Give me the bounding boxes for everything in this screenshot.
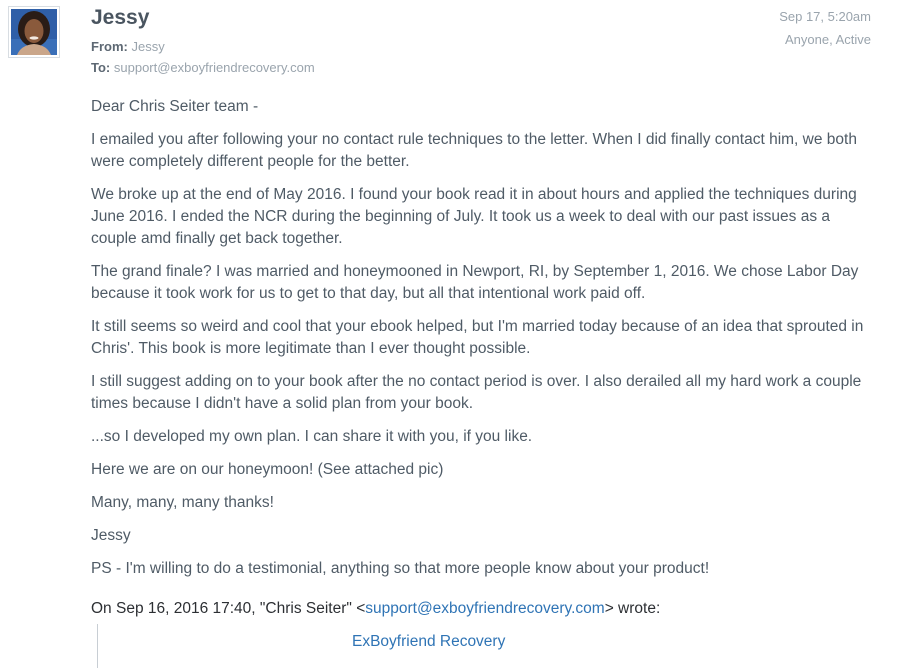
- message-date: Sep 17, 5:20am: [779, 9, 871, 24]
- body-paragraph: It still seems so weird and cool that your ebook helped, but I'm married today because of an idea that sprouted in Chris'. This book is more legitimate than I ever thought possible.: [91, 318, 864, 357]
- body-paragraph: ...so I developed my own plan. I can share it with you, if you like.: [91, 428, 533, 445]
- avatar-photo-icon: [11, 9, 57, 55]
- from-value[interactable]: Jessy: [131, 39, 165, 54]
- quote-email-link[interactable]: support@exboyfriendrecovery.com: [365, 600, 605, 617]
- to-line: [91, 60, 315, 75]
- body-paragraph: I emailed you after following your no contact rule techniques to the letter. When I did finally contact him, we both were completely different people for the better.: [91, 131, 857, 170]
- avatar[interactable]: [8, 6, 60, 58]
- body-paragraph: Jessy: [91, 527, 131, 544]
- from-label: From:: [91, 39, 128, 54]
- body-paragraph: Many, many, many thanks!: [91, 494, 274, 511]
- quoted-brand-link[interactable]: ExBoyfriend Recovery: [352, 633, 506, 650]
- body-paragraph: PS - I'm willing to do a testimonial, anything so that more people know about your product!: [91, 560, 710, 577]
- quote-bar: [97, 624, 98, 668]
- quote-suffix: > wrote:: [604, 600, 661, 617]
- body-paragraph: The grand finale? I was married and honeymooned in Newport, RI, by September 1, 2016. We chose Labor Day because it took work for us to get to that day, but all that intentional work paid off.: [91, 263, 859, 302]
- body-paragraph: Dear Chris Seiter team -: [91, 98, 259, 115]
- body-paragraph: I still suggest adding on to your book after the no contact period is over. I also derailed all my hard work a couple times because I didn't have a solid plan from your book.: [91, 373, 862, 412]
- body-paragraph: Here we are on our honeymoon! (See attached pic): [91, 461, 444, 478]
- quote-prefix: On Sep 16, 2016 17:40, "Chris Seiter" <: [91, 600, 366, 617]
- quote-header: [91, 600, 660, 618]
- to-value[interactable]: support@exboyfriendrecovery.com: [113, 60, 315, 75]
- message-status[interactable]: Anyone, Active: [785, 32, 871, 47]
- to-label: To:: [91, 60, 111, 75]
- from-line: [91, 39, 165, 54]
- message-body: [91, 96, 876, 591]
- body-paragraph: We broke up at the end of May 2016. I found your book read it in about hours and applied the techniques during June 2016. I ended the NCR during the beginning of July. It took us a week to deal with our past issues as a couple amd finally get back together.: [91, 186, 857, 247]
- sender-name: Jessy: [91, 6, 150, 29]
